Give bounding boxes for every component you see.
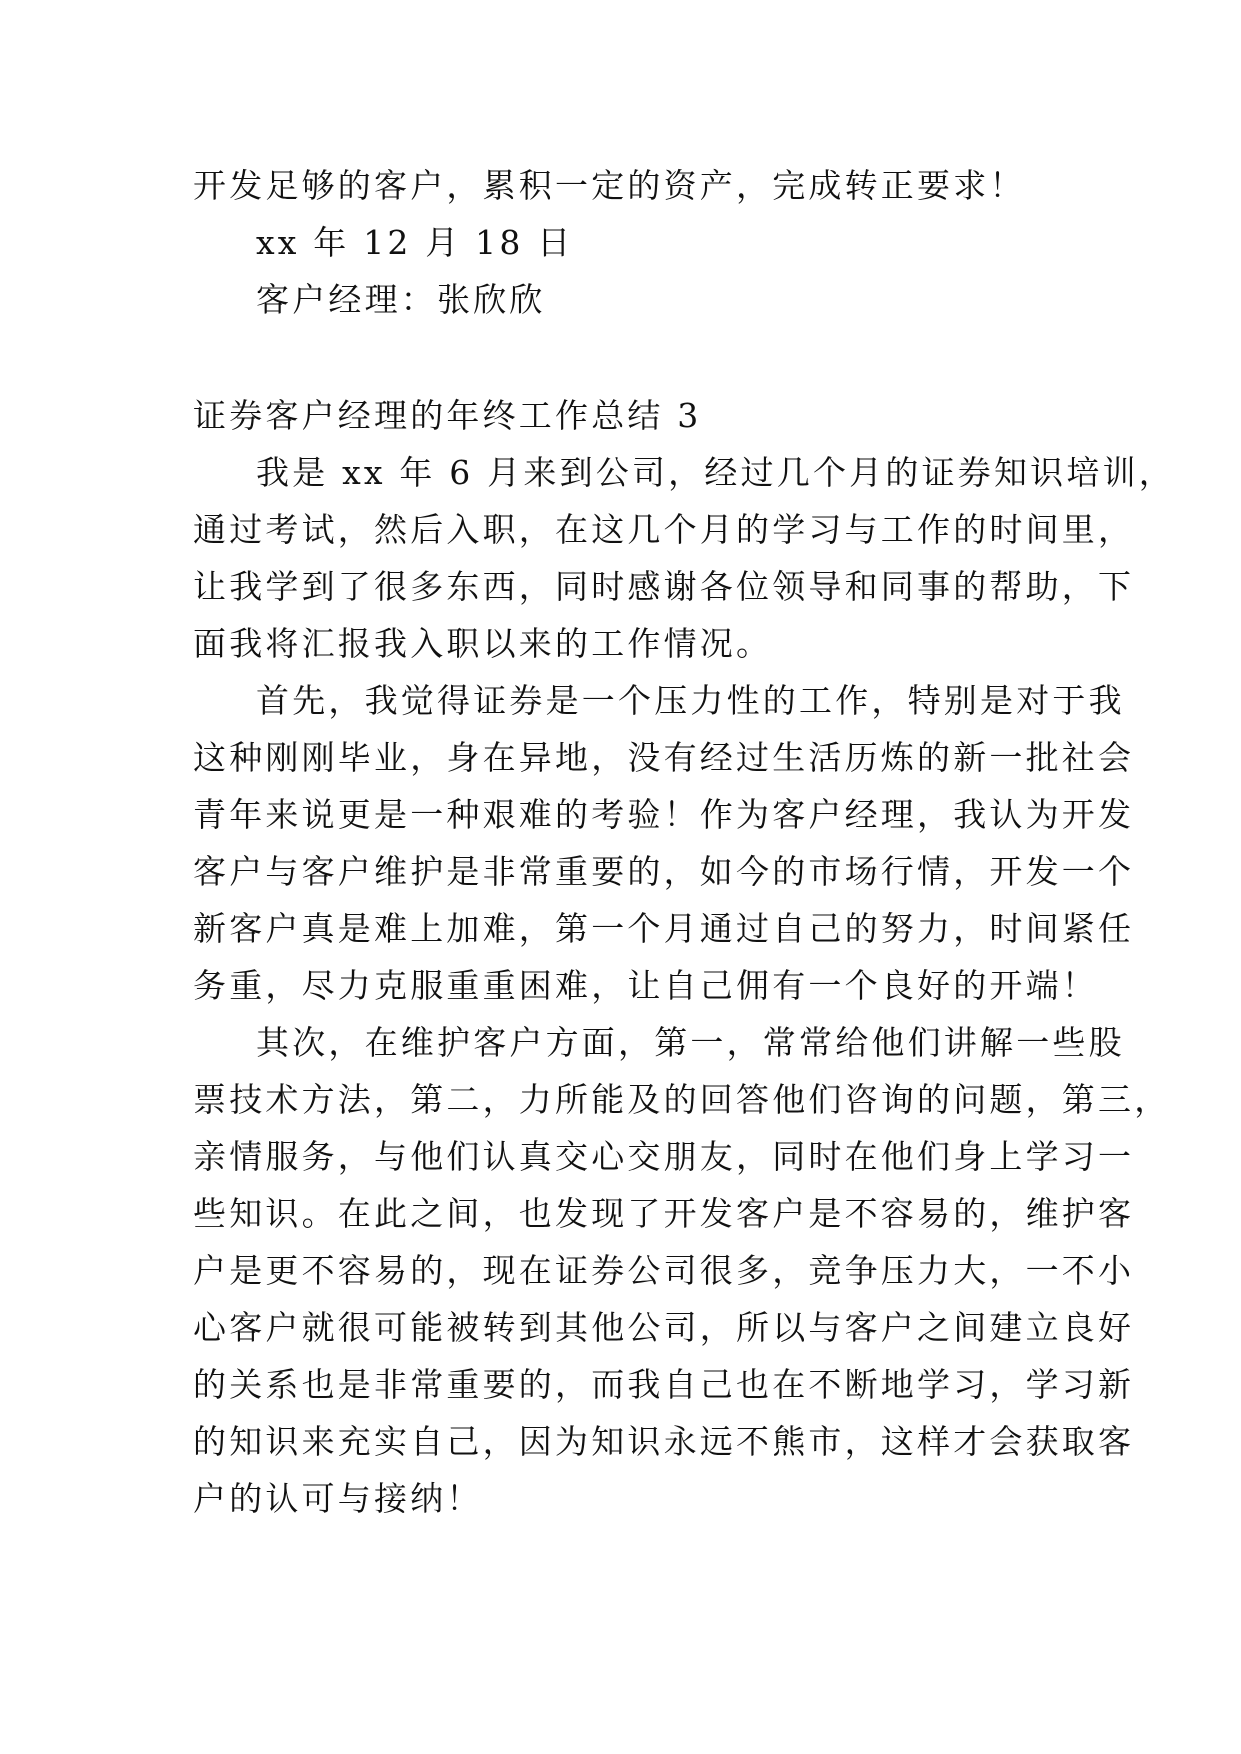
paragraph-2-line-1: 首先，我觉得证券是一个压力性的工作，特别是对于我 — [256, 681, 1125, 720]
continuation-line: 开发足够的客户，累积一定的资产，完成转正要求！ — [193, 166, 1026, 205]
paragraph-3-line-1: 其次，在维护客户方面，第一，常常给他们讲解一些股 — [256, 1023, 1125, 1062]
paragraph-2-line-5: 新客户真是难上加难，第一个月通过自己的努力，时间紧任 — [193, 909, 1135, 948]
paragraph-1-line-2: 通过考试，然后入职，在这几个月的学习与工作的时间里， — [193, 510, 1135, 549]
paragraph-3-line-8: 的知识来充实自己，因为知识永远不熊市，这样才会获取客 — [193, 1422, 1135, 1461]
paragraph-3-line-6: 心客户就很可能被转到其他公司，所以与客户之间建立良好 — [193, 1308, 1135, 1347]
signature-line: 客户经理：张欣欣 — [256, 280, 546, 319]
paragraph-2-line-2: 这种刚刚毕业，身在异地，没有经过生活历炼的新一批社会 — [193, 738, 1135, 777]
paragraph-3-line-5: 户是更不容易的，现在证券公司很多，竞争压力大，一不小 — [193, 1251, 1135, 1290]
paragraph-1-line-1: 我是 xx 年 6 月来到公司，经过几个月的证券知识培训， — [256, 453, 1175, 492]
paragraph-3-line-3: 亲情服务，与他们认真交心交朋友，同时在他们身上学习一 — [193, 1137, 1135, 1176]
paragraph-3-line-2: 票技术方法，第二，力所能及的回答他们咨询的问题，第三， — [193, 1080, 1171, 1119]
paragraph-3-line-7: 的关系也是非常重要的，而我自己也在不断地学习，学习新 — [193, 1365, 1135, 1404]
paragraph-2-line-6: 务重，尽力克服重重困难，让自己佣有一个良好的开端！ — [193, 966, 1098, 1005]
paragraph-1-line-4: 面我将汇报我入职以来的工作情况。 — [193, 624, 773, 663]
paragraph-2-line-3: 青年来说更是一种艰难的考验！作为客户经理，我认为开发 — [193, 795, 1135, 834]
paragraph-3-line-9: 户的认可与接纳！ — [193, 1479, 483, 1518]
paragraph-1-line-3: 让我学到了很多东西，同时感谢各位领导和同事的帮助，下 — [193, 567, 1135, 606]
section-heading: 证券客户经理的年终工作总结 3 — [193, 396, 702, 435]
paragraph-2-line-4: 客户与客户维护是非常重要的，如今的市场行情，开发一个 — [193, 852, 1135, 891]
date-line: xx 年 12 月 18 日 — [256, 223, 574, 262]
paragraph-3-line-4: 些知识。在此之间，也发现了开发客户是不容易的，维护客 — [193, 1194, 1135, 1233]
